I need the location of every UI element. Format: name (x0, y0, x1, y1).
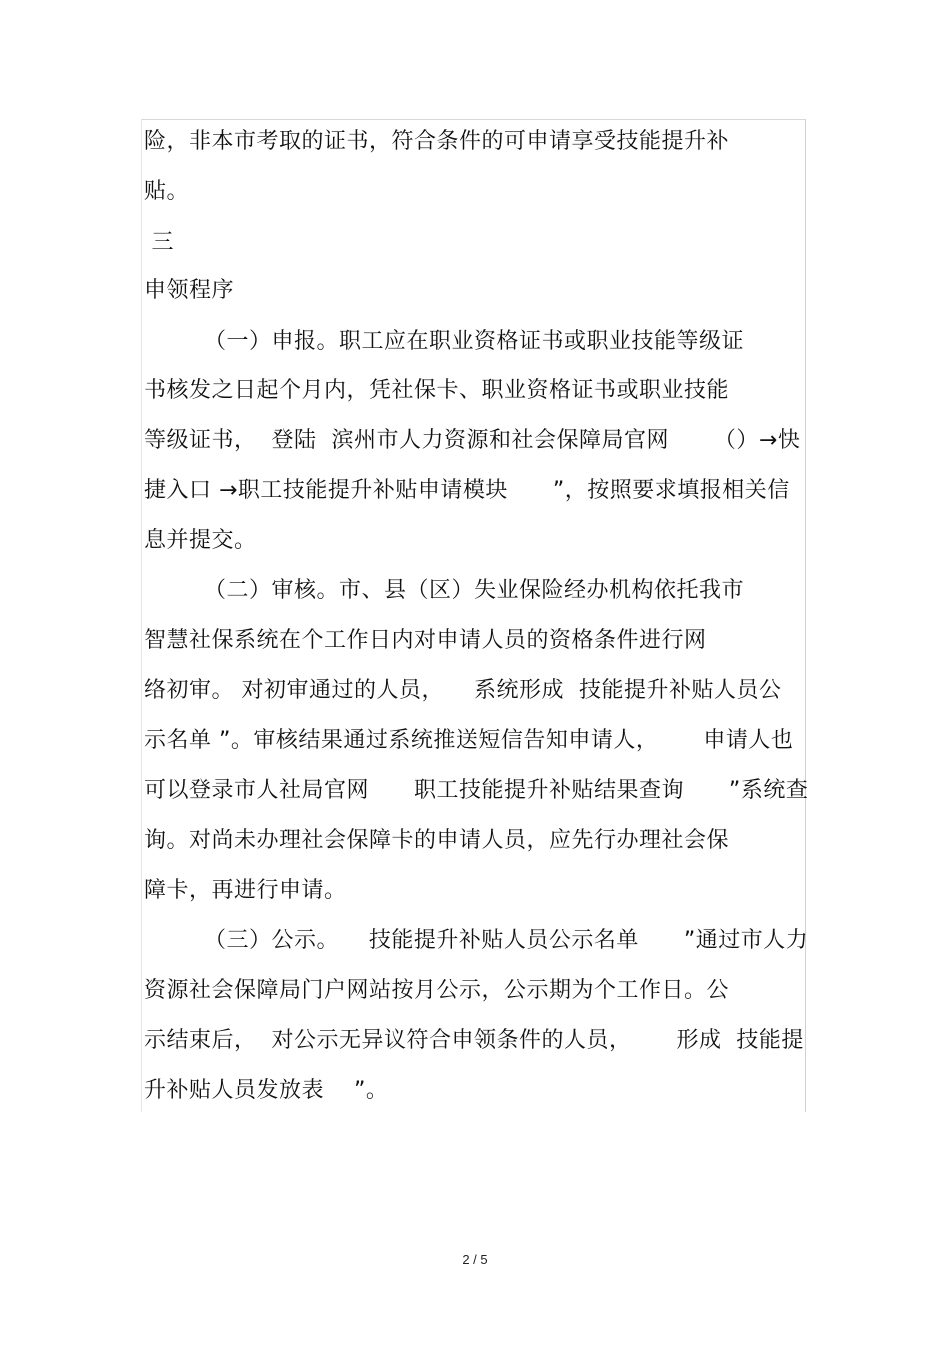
page-frame (141, 119, 809, 1112)
text-line: 息并提交。 (144, 528, 257, 553)
text-line: 示结束后， 对公示无异议符合申领条件的人员， 形成 技能提 (144, 1028, 804, 1053)
page-number: 2 / 5 (462, 1252, 488, 1267)
text-line: 资源社会保障局门户网站按月公示，公示期为个工作日。公 (144, 978, 730, 1003)
text-line: （一）申报。职工应在职业资格证书或职业技能等级证 (144, 329, 744, 354)
text-line: 询。对尚未办理社会保障卡的申请人员，应先行办理社会保 (144, 828, 730, 853)
text-line: 可以登录市人社局官网 职工技能提升补贴结果查询 ”系统查 (144, 778, 809, 803)
text-line: 络初审。 对初审通过的人员， 系统形成 技能提升补贴人员公 (144, 678, 782, 703)
section-heading: 申领程序 (144, 278, 235, 303)
text-line: 智慧社保系统在个工作日内对申请人员的资格条件进行网 (144, 628, 707, 653)
text-line: 书核发之日起个月内，凭社保卡、职业资格证书或职业技能 (144, 378, 730, 403)
text-line: 捷入口 →职工技能提升补贴申请模块 ”，按照要求填报相关信 (144, 478, 790, 503)
text-line: 贴。 (144, 179, 190, 204)
text-line: 升补贴人员发放表 ”。 (144, 1078, 389, 1103)
text-line: 示名单 ”。审核结果通过系统推送短信告知申请人， 申请人也 (144, 728, 794, 753)
section-number: 三 (144, 230, 174, 255)
text-line: 险，非本市考取的证书，符合条件的可申请享受技能提升补 (144, 129, 730, 154)
text-line: 等级证书， 登陆 滨州市人力资源和社会保障局官网 （）→快 (144, 428, 801, 453)
text-line: （三）公示。 技能提升补贴人员公示名单 ”通过市人力 (144, 928, 809, 953)
text-line: 障卡，再进行申请。 (144, 878, 347, 903)
text-line: （二）审核。市、县（区）失业保险经办机构依托我市 (144, 578, 744, 603)
